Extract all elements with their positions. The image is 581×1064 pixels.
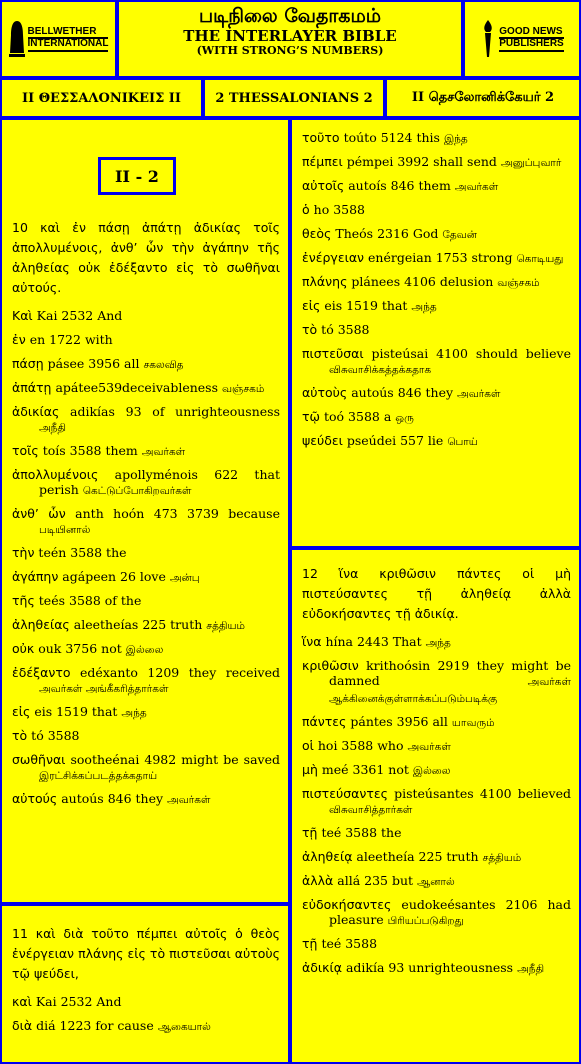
word-entry [302,298,571,315]
word-entry [12,332,280,349]
right-logo-line2: PUBLISHERS [499,39,563,52]
greek-word: διὰ [12,1018,33,1033]
word-entry [12,380,280,397]
word-translation: hoi 3588 who [317,738,404,753]
tamil-word: அனுப்புவார் [500,157,562,169]
word-translation: Kai 2532 And [35,994,122,1009]
word-translation: toó 3588 a [323,409,392,424]
word-entry [302,960,571,977]
word-entry [302,154,571,171]
word-entry [302,634,571,651]
greek-word: τῷ [302,409,320,424]
tamil-word: ஒரு [395,412,414,424]
greek-word: καὶ [12,994,32,1009]
tamil-word: ஆகையால் [157,1021,211,1033]
tamil-word: அநீதி [517,963,545,975]
word-entry [302,178,571,195]
greek-word: τοῦτο [302,130,340,145]
greek-word: πέμπει [302,154,343,169]
tamil-word: விசுவாசித்தார்கள் [329,804,413,816]
right-logo-line1: GOOD NEWS [499,27,563,40]
tamil-word: அந்த [121,707,147,719]
title-box [117,0,463,78]
word-entry [12,443,280,460]
word-entry [12,569,280,586]
book-greek [0,78,203,118]
verse10-panel [0,118,290,904]
word-entry [12,356,280,373]
word-translation: teén 3588 the [38,545,127,560]
word-translation: Kai 2532 And [36,308,123,323]
word-translation: eis 1519 that [34,704,118,719]
word-translation: toís 3588 them [42,443,138,458]
verse11-word-list-right [302,130,571,457]
greek-word: ἀδικίᾳ [302,960,342,975]
word-entry [12,704,280,721]
word-translation: teés 3588 of the [38,593,142,608]
word-entry [12,467,280,499]
word-translation: sootheénai 4982 might be saved [70,752,280,767]
word-entry [302,409,571,426]
word-entry [302,322,571,339]
greek-word: εἰς [12,704,31,719]
greek-word: ψεύδει [302,433,343,448]
verse12-word-list [302,634,571,977]
word-entry [12,506,280,538]
tamil-word: பிரியப்படுகிறது [387,915,464,927]
greek-word: ἐνέργειαν [302,250,365,265]
tamil-word: அவர்கள் [167,794,211,806]
word-translation: toúto 5124 this [343,130,440,145]
word-translation: adikía 93 unrighteousness [345,960,514,975]
verse11-panel-right [290,118,581,548]
word-translation: teé 3588 [321,936,378,951]
tamil-word: அவர்கள் ஆக்கினைக்குள்ளாக்கப்படும்படிக்கு [329,676,571,705]
word-entry [12,994,280,1011]
word-entry [302,873,571,890]
greek-word: πλάνης [302,274,348,289]
tamil-word: சகலவித [143,359,184,371]
word-entry [302,825,571,842]
word-translation: edéxanto 1209 they received [80,665,280,680]
greek-word: ἀπολλυμένοις [12,467,99,482]
verse12-text: 12 ἵνα κριθῶσιν πάντες οἱ μὴ πιστεύσαντες τῇ ἀληθείᾳ ἀλλὰ εὐδοκήσαντες τῇ ἀδικίᾳ. [302,566,571,621]
word-translation: pántes 3956 all [350,714,448,729]
word-entry [12,641,280,658]
greek-word: οἱ [302,738,314,753]
word-entry [12,617,280,634]
greek-word: τῆς [12,593,35,608]
tamil-word: சத்தியம் [482,852,522,864]
word-entry [302,250,571,267]
greek-word: ἐδέξαντο [12,665,71,680]
word-translation: pásee 3956 all [47,356,140,371]
word-entry [12,791,280,808]
word-translation: eudokeésantes 2106 had pleasure [329,897,571,927]
book-tamil-label: II தெசலோனிக்கேயர் 2 [411,90,555,105]
word-translation: adikías 93 of unrighteousness [70,404,280,419]
greek-word: τὸ [302,322,318,337]
greek-word: ἵνα [302,634,322,649]
greek-word: μὴ [302,762,318,777]
word-translation: Theós 2316 God [335,226,439,241]
word-entry [302,738,571,755]
word-translation: eis 1519 that [324,298,408,313]
tamil-word: கெட்டுப்போகிறவர்கள் [82,485,192,497]
greek-word: εὐδοκήσαντες [302,897,392,912]
greek-word: αὐτοὺς [302,385,348,400]
tamil-word: பொய் [447,436,478,448]
word-translation: diá 1223 for cause [36,1018,154,1033]
tamil-word: ஆனால் [417,876,455,888]
greek-word: αὐτοῖς [302,178,345,193]
word-translation: apollyménois 622 that perish [39,467,280,497]
word-entry [12,593,280,610]
word-translation: pémpei 3992 shall send [346,154,497,169]
word-translation: agápeen 26 love [62,569,166,584]
tamil-word: இல்லை [125,644,164,656]
tamil-word: அவர்கள் அங்கீகரித்தார்கள் [39,683,169,695]
word-translation: tó 3588 [31,728,80,743]
greek-word: ἀγάπην [12,569,59,584]
greek-word: ἀδικίας [12,404,60,419]
word-entry [12,665,280,697]
greek-word: ἀληθείας [12,617,70,632]
tamil-word: அவர்கள் [407,741,451,753]
bell-icon [9,19,25,59]
word-entry [302,936,571,953]
word-translation: pisteúsai 4100 should believe [371,346,571,361]
verse12-column [302,564,571,984]
greek-word: ἐν [12,332,26,347]
word-entry [302,433,571,450]
word-entry [302,274,571,291]
verse11-panel-left [0,904,290,1064]
word-translation: krithoósin 2919 they might be damned [329,658,571,688]
book-greek-label: II ΘΕΣΣΑΛΟΝΙΚΕΙΣ II [22,90,181,106]
tamil-word: அந்த [425,637,451,649]
word-translation: autoús 846 they [61,791,164,806]
verse10-column [12,218,280,815]
word-entry [12,752,280,784]
word-translation: autoís 846 them [348,178,451,193]
verse11-text: 11 καὶ διὰ τοῦτο πέμπει αὐτοῖς ὁ θεὸς ἐνέργειαν πλάνης εἰς τὸ πιστεῦσαι αὐτοὺς τῷ ψεύδει, [12,926,280,981]
subtitle: (WITH STRONG’S NUMBERS) [196,44,384,58]
right-logo-box [463,0,581,78]
word-translation: aleetheías 225 truth [73,617,203,632]
word-entry [12,1018,280,1035]
word-translation: allá 235 but [337,873,414,888]
greek-word: πάντες [302,714,347,729]
verse10-text: 10 καὶ ἐν πάσῃ ἀπάτῃ ἀδικίας τοῖς ἀπολλυμένοις, ἀνθ’ ὧν τὴν ἀγάπην τῆς ἀληθείας οὐκ ἐδέξαντο εἰς τὸ σωθῆναι αὐτούς. [12,220,280,295]
greek-word: τῇ [302,825,318,840]
word-entry [302,897,571,929]
greek-word: πιστεύσαντες [302,786,388,801]
word-entry [12,545,280,562]
greek-word: εἰς [302,298,321,313]
greek-word: πάσῃ [12,356,44,371]
verse10-word-list [12,308,280,808]
greek-word: ὁ [302,202,310,217]
word-entry [302,226,571,243]
left-logo-line2: INTERNATIONAL [28,39,109,52]
greek-word: ἀνθ’ ὧν [12,506,66,521]
chapter-label: II - 2 [98,157,176,195]
bellwether-logo [9,19,109,59]
tamil-word: தேவன் [442,229,477,241]
greek-word: ἀλλὰ [302,873,334,888]
word-translation: enérgeian 1753 strong [368,250,513,265]
greek-word: τὸ [12,728,28,743]
tamil-word: அவர்கள் [457,388,501,400]
word-entry [302,762,571,779]
word-translation: pisteúsantes 4100 believed [394,786,571,801]
verse11-column-left [12,924,280,1042]
tamil-word: அநீதி [39,422,66,434]
greek-word: πιστεῦσαι [302,346,364,361]
tamil-word: அவர்கள் [454,181,499,193]
word-translation: tó 3588 [321,322,370,337]
torch-icon [480,19,496,59]
tamil-word: அந்த [411,301,437,313]
word-entry [302,658,571,707]
greek-word: ἀληθείᾳ [302,849,353,864]
tamil-word: இந்த [443,133,468,145]
word-entry [302,714,571,731]
tamil-word: விசுவாசிக்கத்தக்கதாக [329,364,432,376]
word-translation: ouk 3756 not [38,641,122,656]
word-entry [302,385,571,402]
left-logo-line1: BELLWETHER [28,27,109,40]
tamil-word: சத்தியம் [206,620,245,632]
greek-word: κριθῶσιν [302,658,359,673]
greek-word: τὴν [12,545,35,560]
tamil-word: அவர்கள் [141,446,186,458]
book-english-label: 2 THESSALONIANS 2 [215,90,373,106]
word-entry [302,130,571,147]
word-translation: hína 2443 That [325,634,422,649]
tamil-word: படியினால் [39,524,91,536]
word-entry [302,786,571,818]
greek-word: ἀπάτῃ [12,380,52,395]
left-logo-box [0,0,117,78]
tamil-word: அன்பு [169,572,200,584]
word-translation: ho 3588 [313,202,366,217]
word-translation: meé 3361 not [321,762,409,777]
title-tamil: படிநிலை வேதாகமம் [198,5,382,27]
good-news-logo [480,19,563,59]
tamil-word: வஞ்சகம் [497,277,540,289]
word-entry [12,728,280,745]
title-english: THE INTERLAYER BIBLE [183,26,397,45]
word-translation: aleetheía 225 truth [356,849,479,864]
book-tamil [385,78,581,118]
book-english [203,78,385,118]
word-translation: autoús 846 they [351,385,454,400]
tamil-word: கொடியது [516,253,564,265]
word-entry [12,308,280,325]
word-translation: plánees 4106 delusion [351,274,494,289]
greek-word: οὐκ [12,641,35,656]
word-entry [12,404,280,436]
word-translation: pseúdei 557 lie [346,433,444,448]
greek-word: αὐτούς [12,791,58,806]
tamil-word: இல்லை [412,765,451,777]
word-entry [302,346,571,378]
tamil-word: இரட்சிக்கப்படத்தக்கதாய் [39,770,158,782]
greek-word: τοῖς [12,443,39,458]
word-translation: teé 3588 the [321,825,402,840]
word-entry [302,202,571,219]
tamil-word: வஞ்சகம் [222,383,265,395]
greek-word: θεὸς [302,226,332,241]
tamil-word: யாவரும் [451,717,495,729]
greek-word: σωθῆναι [12,752,66,767]
greek-word: Καὶ [12,308,33,323]
word-entry [302,849,571,866]
word-translation: apátee539deceivableness [55,380,219,395]
word-translation: anth hoón 473 3739 because [75,506,280,521]
greek-word: τῇ [302,936,318,951]
verse12-panel [290,548,581,1064]
word-translation: en 1722 with [29,332,113,347]
verse11-word-list-left [12,994,280,1035]
